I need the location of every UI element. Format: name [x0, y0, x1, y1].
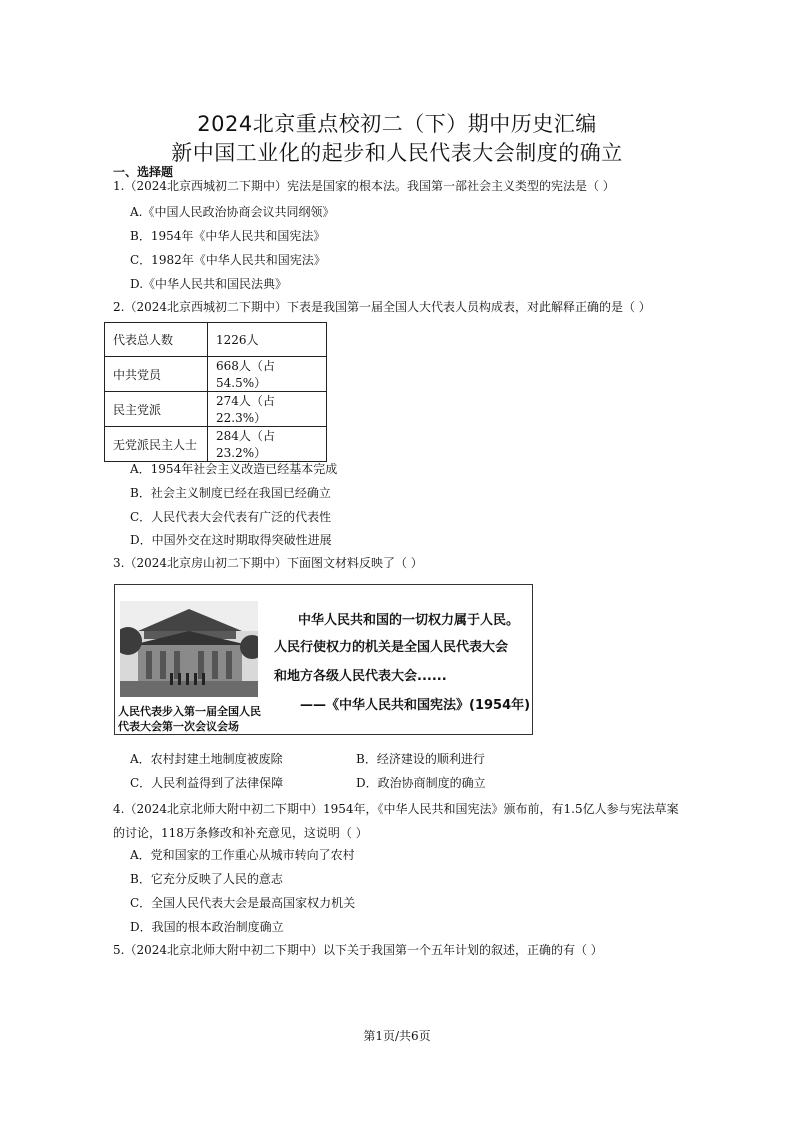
table-row [105, 427, 327, 462]
question-2-stem: 2.（2024北京西城初二下期中）下表是我国第一届全国人大代表人员构成表，对此解释正确的是（ ） [113, 300, 651, 314]
table-cell: 民主党派 [105, 392, 208, 427]
q4-option-d: D．我国的根本政治制度确立 [130, 920, 284, 934]
q1-option-d: D.《中华人民共和国民法典》 [130, 277, 288, 291]
q1-option-b: B．1954年《中华人民共和国宪法》 [130, 229, 326, 243]
q2-option-a: A．1954年社会主义改造已经基本完成 [130, 462, 338, 476]
quote-line-2: 人民行使权力的机关是全国人民代表大会 [274, 640, 509, 655]
q2-option-d: D．中国外交在这时期取得突破性进展 [130, 533, 332, 547]
q3-option-d: D．政治协商制度的确立 [356, 776, 486, 790]
photo-caption: 人民代表步入第一届全国人民代表大会第一次会议会场 [118, 705, 261, 733]
question-1-stem: 1.（2024北京西城初二下期中）宪法是国家的根本法。我国第一部社会主义类型的宪法是（ ） [113, 179, 615, 193]
table-cell: 668人（占54.5%） [208, 357, 327, 392]
quote-line-3: 和地方各级人民代表大会...... [274, 669, 447, 684]
table-cell: 中共党员 [105, 357, 208, 392]
delegate-table [104, 322, 327, 462]
quote-line-1: 中华人民共和国的一切权力属于人民。 [298, 613, 520, 628]
q3-option-c: C．人民利益得到了法律保障 [130, 776, 284, 790]
doc-title-line2: 新中国工业化的起步和人民代表大会制度的确立 [171, 141, 623, 165]
q4-option-b: B．它充分反映了人民的意志 [130, 872, 283, 886]
table-cell: 代表总人数 [105, 323, 208, 357]
doc-title-line1: 2024北京重点校初二（下）期中历史汇编 [197, 112, 597, 136]
q2-option-b: B．社会主义制度已经在我国已经确立 [130, 486, 331, 500]
table-cell: 274人（占22.3%） [208, 392, 327, 427]
quote-source: ——《中华人民共和国宪法》(1954年) [300, 698, 531, 713]
q1-option-c: C．1982年《中华人民共和国宪法》 [130, 253, 326, 267]
section-label: 一、选择题 [113, 165, 174, 179]
q4-option-c: C．全国人民代表大会是最高国家权力机关 [130, 896, 356, 910]
table-cell: 284人（占23.2%） [208, 427, 327, 462]
question-4-stem: 4.（2024北京北师大附中初二下期中）1954年，《中华人民共和国宪法》颁布前，有1.5亿人参与宪法草案的讨论，118万条修改和补充意见，这说明（ ） [113, 802, 679, 840]
table-row [105, 392, 327, 427]
question-5-stem: 5.（2024北京北师大附中初二下期中）以下关于我国第一个五年计划的叙述，正确的有（ ） [113, 943, 603, 957]
page-footer: 第1页/共6页 [363, 1029, 431, 1043]
q4-option-a: A．党和国家的工作重心从城市转向了农村 [130, 848, 355, 862]
q1-option-a: A.《中国人民政治协商会议共同纲领》 [130, 205, 335, 219]
q3-option-b: B．经济建设的顺利进行 [356, 752, 485, 766]
congress-hall-photo [120, 601, 258, 697]
q3-option-a: A．农村封建土地制度被废除 [130, 752, 283, 766]
table-cell: 无党派民主人士 [105, 427, 208, 462]
question-3-stem: 3.（2024北京房山初二下期中）下面图文材料反映了（ ） [113, 556, 423, 570]
table-row [105, 357, 327, 392]
table-row [105, 323, 327, 357]
q2-option-c: C．人民代表大会代表有广泛的代表性 [130, 510, 332, 524]
table-cell: 1226人 [208, 323, 327, 357]
